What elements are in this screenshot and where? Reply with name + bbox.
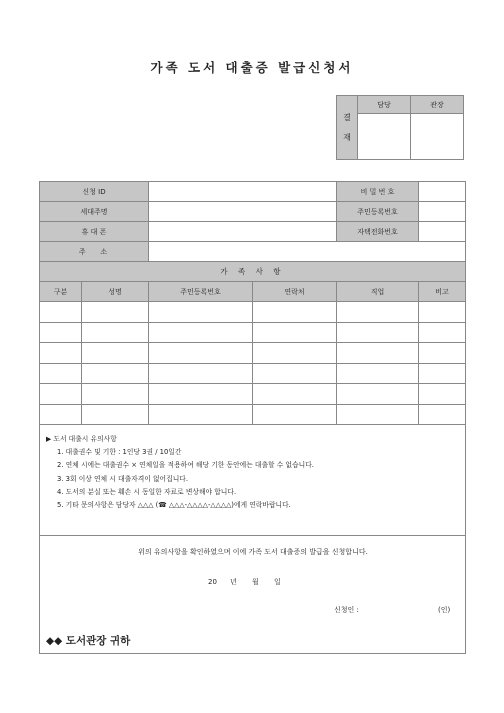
approval-side-char: 재 <box>343 132 351 142</box>
family-row <box>40 404 466 425</box>
approval-box <box>336 95 464 160</box>
family-cell[interactable] <box>419 363 466 384</box>
family-cell[interactable] <box>253 343 337 364</box>
family-cell[interactable] <box>149 363 253 384</box>
family-col-header: 성명 <box>82 282 149 302</box>
home-phone-field[interactable] <box>419 222 466 242</box>
family-row <box>40 363 466 384</box>
family-row <box>40 322 466 343</box>
family-cell[interactable] <box>337 404 419 425</box>
family-cell[interactable] <box>40 404 82 425</box>
family-cell[interactable] <box>40 322 82 343</box>
date-month-unit: 월 <box>252 578 259 586</box>
family-cell[interactable] <box>149 384 253 405</box>
approval-sign-staff[interactable] <box>358 114 411 160</box>
family-cell[interactable] <box>82 343 149 364</box>
note-item: 2. 연체 시에는 대출권수 × 연체일을 적용하여 해당 기한 동안에는 대출할 수 없습니다. <box>57 461 314 470</box>
resident-no-label: 주민등록번호 <box>337 202 419 222</box>
note-item: 1. 대출권수 및 기한 : 1인당 3권 / 10일간 <box>57 448 182 457</box>
family-cell[interactable] <box>419 384 466 405</box>
mobile-field[interactable] <box>149 222 337 242</box>
family-cell[interactable] <box>253 363 337 384</box>
family-cell[interactable] <box>337 302 419 323</box>
family-row <box>40 343 466 364</box>
householder-label: 세대주명 <box>40 202 149 222</box>
home-phone-label: 자택전화번호 <box>337 222 419 242</box>
date-day-unit: 일 <box>274 578 281 586</box>
family-cell[interactable] <box>149 322 253 343</box>
family-cell[interactable] <box>40 363 82 384</box>
applicant-signature-label: 신청인 : <box>334 606 359 614</box>
family-cell[interactable] <box>40 302 82 323</box>
seal-label[interactable]: (인) <box>438 606 451 614</box>
family-cell[interactable] <box>40 343 82 364</box>
householder-field[interactable] <box>149 202 337 222</box>
family-cell[interactable] <box>253 302 337 323</box>
family-row <box>40 302 466 323</box>
date-year[interactable]: 20 <box>208 578 217 586</box>
application-date <box>208 577 281 587</box>
address-field[interactable] <box>149 242 466 262</box>
date-year-unit: 년 <box>230 578 237 586</box>
family-cell[interactable] <box>337 384 419 405</box>
family-section-title: 가 족 사 항 <box>40 262 466 282</box>
family-col-header: 연락처 <box>253 282 337 302</box>
family-cell[interactable] <box>337 322 419 343</box>
approval-header-director: 관장 <box>411 96 464 114</box>
confirmation-section <box>40 536 466 654</box>
family-cell[interactable] <box>82 384 149 405</box>
confirmation-statement: 위의 유의사항을 확인하였으며 이에 가족 도서 대출증의 발급을 신청합니다. <box>138 548 368 556</box>
family-cell[interactable] <box>253 404 337 425</box>
addressee: ◆◆ 도서관장 귀하 <box>46 635 131 647</box>
applicant-id-field[interactable] <box>149 182 337 202</box>
resident-no-field[interactable] <box>419 202 466 222</box>
family-cell[interactable] <box>82 404 149 425</box>
notes-section <box>40 425 466 536</box>
family-cell[interactable] <box>149 343 253 364</box>
family-cell[interactable] <box>82 302 149 323</box>
family-cell[interactable] <box>253 384 337 405</box>
approval-sign-director[interactable] <box>411 114 464 160</box>
approval-side-char: 결 <box>343 112 351 122</box>
notes-heading: ▶ 도서 대출시 유의사항 <box>46 435 117 443</box>
family-col-header: 구분 <box>40 282 82 302</box>
address-label: 주 소 <box>40 242 149 262</box>
family-col-header: 주민등록번호 <box>149 282 253 302</box>
password-field[interactable] <box>419 182 466 202</box>
approval-header-staff: 담당 <box>358 96 411 114</box>
family-cell[interactable] <box>337 343 419 364</box>
mobile-label: 휴 대 폰 <box>40 222 149 242</box>
family-col-header: 직업 <box>337 282 419 302</box>
form-title: 가족 도서 대출증 발급신청서 <box>150 60 354 75</box>
family-cell[interactable] <box>419 343 466 364</box>
family-cell[interactable] <box>40 384 82 405</box>
password-label: 비 밀 번 호 <box>337 182 419 202</box>
family-cell[interactable] <box>253 322 337 343</box>
note-item: 5. 기타 문의사항은 담당자 △△△ (☎ △△△-△△△△-△△△△)에게 연락바랍니다. <box>57 501 291 510</box>
family-cell[interactable] <box>82 363 149 384</box>
family-cell[interactable] <box>337 363 419 384</box>
note-item: 3. 3회 이상 연체 시 대출자격이 없어집니다. <box>57 474 188 483</box>
applicant-id-label: 신청 ID <box>40 182 149 202</box>
application-form <box>39 181 466 654</box>
family-cell[interactable] <box>419 322 466 343</box>
family-row <box>40 384 466 405</box>
family-col-header: 비고 <box>419 282 466 302</box>
approval-side-label <box>337 96 358 160</box>
family-cell[interactable] <box>149 302 253 323</box>
family-cell[interactable] <box>419 404 466 425</box>
family-cell[interactable] <box>419 302 466 323</box>
family-cell[interactable] <box>82 322 149 343</box>
family-cell[interactable] <box>149 404 253 425</box>
note-item: 4. 도서의 분실 또는 훼손 시 동일한 자료로 변상해야 합니다. <box>57 487 237 496</box>
